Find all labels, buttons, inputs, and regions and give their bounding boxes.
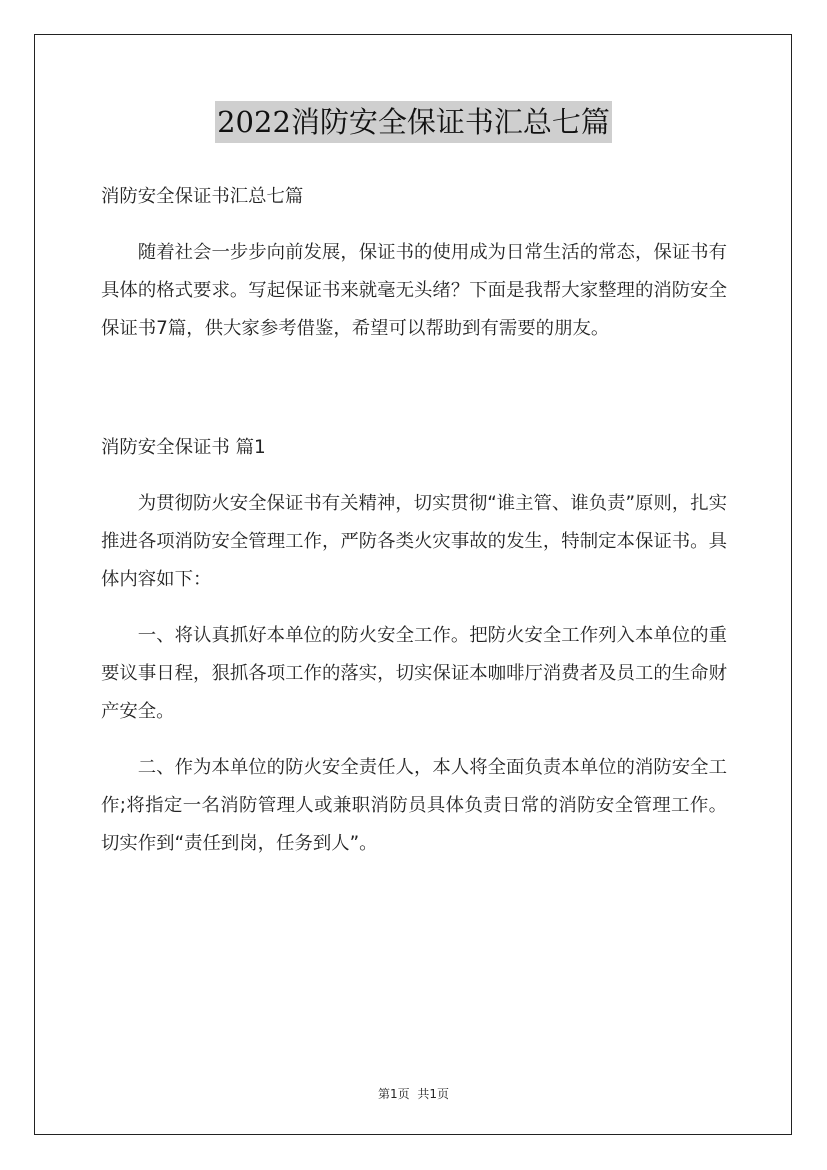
document-title: 2022消防安全保证书汇总七篇 bbox=[215, 101, 612, 143]
section-heading: 消防安全保证书 篇1 bbox=[101, 437, 266, 458]
body-paragraph-3: 二、作为本单位的防火安全责任人，本人将全面负责本单位的消防安全工作;将指定一名消防管理人或兼职消防员具体负责日常的消防安全管理工作。切实作到“责任到岗，任务到人”。 bbox=[101, 757, 727, 854]
document-body bbox=[101, 178, 727, 863]
document-subtitle: 消防安全保证书汇总七篇 bbox=[101, 186, 304, 207]
page-total: 共1页 bbox=[417, 1087, 450, 1101]
page-footer bbox=[0, 1085, 827, 1102]
page-number: 第1页 bbox=[377, 1087, 410, 1101]
body-paragraph-2: 一、将认真抓好本单位的防火安全工作。把防火安全工作列入本单位的重要议事日程，狠抓各项工作的落实，切实保证本咖啡厅消费者及员工的生命财产安全。 bbox=[101, 625, 727, 722]
intro-paragraph: 随着社会一步步向前发展，保证书的使用成为日常生活的常态，保证书有具体的格式要求。写起保证书来就毫无头绪？下面是我帮大家整理的消防安全保证书7篇，供大家参考借鉴，希望可以帮助到有需要的朋友。 bbox=[101, 242, 727, 339]
body-paragraph-1: 为贯彻防火安全保证书有关精神，切实贯彻“谁主管、谁负责”原则，扎实推进各项消防安全管理工作，严防各类火灾事故的发生，特制定本保证书。具体内容如下： bbox=[101, 493, 727, 590]
title-container bbox=[0, 101, 827, 143]
